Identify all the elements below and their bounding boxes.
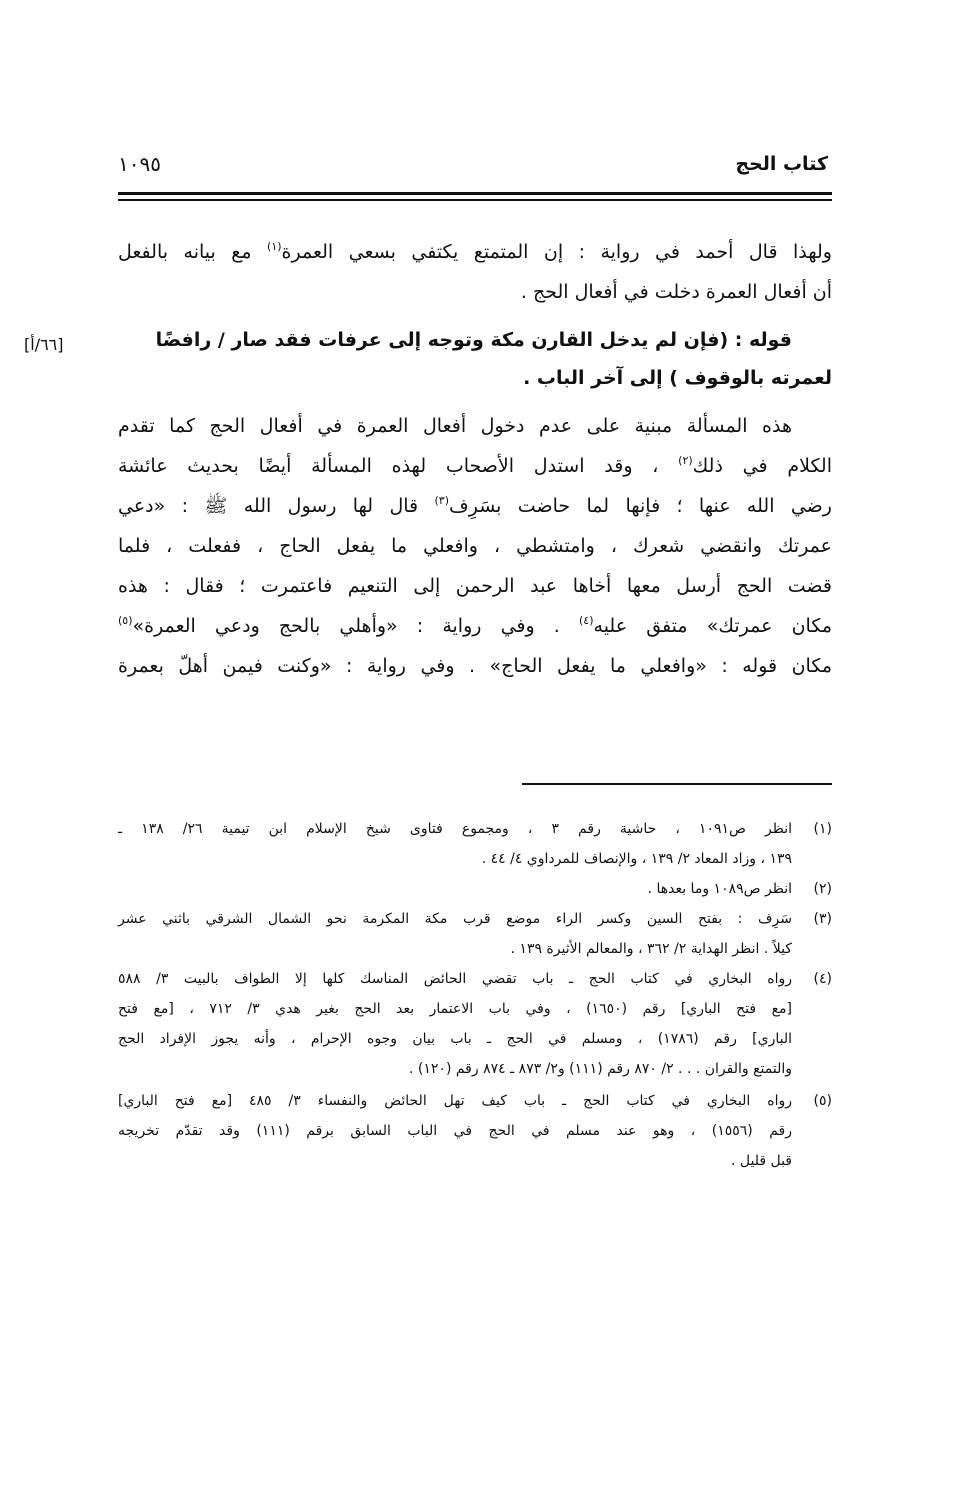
- footnote-number: (٥): [813, 1093, 832, 1109]
- footnote-line: الباري] رقم (١٧٨٦) ، ومسلم في الحج ـ باب بيان وجوه الإحرام ، وأنه يجوز الإفراد الحج: [118, 1031, 792, 1047]
- main-text-line: [118, 278, 832, 306]
- footnote-number: (٣): [813, 911, 832, 927]
- text-segment: مع بيانه بالفعل: [118, 241, 268, 263]
- footnote-line: قبل قليل .: [730, 1153, 792, 1169]
- main-text-line: [155, 326, 832, 354]
- main-text-line: [118, 572, 832, 600]
- text-segment: ، وقد استدل الأصحاب لهذه المسألة أيضًا بحديث عائشة: [118, 455, 679, 477]
- running-title: كتاب الحج: [735, 153, 828, 175]
- text-segment: أن أفعال العمرة دخلت في أفعال الحج .: [520, 281, 832, 303]
- footnote-line: انظر ص١٠٩١ ، حاشية رقم ٣ ، ومجموع فتاوى شيخ الإسلام ابن تيمية ٢٦/ ١٣٨ ـ: [118, 821, 792, 837]
- text-segment: . وفي رواية : «وأهلي بالحج ودعي العمرة»: [132, 615, 579, 637]
- text-segment: قضت الحج أرسل معها أخاها عبد الرحمن إلى التنعيم فاعتمرت ؛ فقال : هذه: [118, 575, 832, 597]
- main-text-line: [118, 452, 832, 480]
- text-segment: عمرتك وانقضي شعرك ، وامتشطي ، وافعلي ما يفعل الحاج ، ففعلت ، فلما: [118, 535, 832, 557]
- footnote-number: (٤): [813, 971, 832, 987]
- main-text-line: [118, 364, 832, 392]
- text-segment: قوله : (فإن لم يدخل القارن مكة وتوجه إلى عرفات فقد صار / رافضًا: [155, 329, 792, 351]
- footnote-line: انظر ص١٠٨٩ وما بعدها .: [647, 881, 792, 897]
- text-segment: الكلام في ذلك: [692, 455, 833, 477]
- footnote-separator: [522, 783, 832, 785]
- footnote-reference[interactable]: (٢): [678, 454, 693, 467]
- text-segment: ولهذا قال أحمد في رواية : إن المتمتع يكتفي بسعي العمرة: [281, 241, 832, 263]
- text-segment: رضي الله عنها ؛ فإنها لما حاضت بسَرِف: [449, 495, 832, 517]
- main-text-line: [118, 492, 832, 520]
- text-segment: مكان عمرتك» متفق عليه: [593, 615, 832, 637]
- footnote-number: (١): [813, 821, 832, 837]
- header-rule-thick: [118, 192, 832, 195]
- text-segment: قال لها رسول الله ﷺ : «دعي: [118, 495, 435, 517]
- header-rule-thin: [118, 199, 832, 201]
- footnote-line: رقم (١٥٥٦) ، وهو عند مسلم في الحج في الباب السابق برقم (١١١) وقد تقدّم تخريجه: [118, 1123, 792, 1139]
- main-text-line: [118, 532, 832, 560]
- page-number: ١٠٩٥: [118, 152, 161, 176]
- footnote-reference[interactable]: (٤): [579, 614, 594, 627]
- main-text-line: [118, 612, 832, 640]
- footnote-reference[interactable]: (٣): [434, 494, 450, 507]
- footnote-reference[interactable]: (٥): [118, 614, 133, 627]
- text-segment: مكان قوله : «وافعلي ما يفعل الحاج» . وفي رواية : «وكنت فيمن أهلّ بعمرة: [118, 655, 832, 677]
- main-text-line: [118, 412, 832, 440]
- footnote-reference[interactable]: (١): [267, 240, 282, 253]
- main-text-line: [118, 238, 832, 266]
- manuscript-folio-note: [٦٦/أ]: [24, 335, 64, 354]
- main-text-line: [118, 652, 832, 680]
- text-segment: هذه المسألة مبنية على عدم دخول أفعال العمرة في أفعال الحج كما تقدم: [118, 415, 792, 437]
- footnote-line: كيلاً . انظر الهداية ٢/ ٣٦٢ ، والمعالم الأثيرة ١٣٩ .: [510, 941, 792, 957]
- text-segment: لعمرته بالوقوف ) إلى آخر الباب .: [523, 367, 832, 389]
- footnote-line: ١٣٩ ، وزاد المعاد ٢/ ١٣٩ ، والإنصاف للمرداوي ٤/ ٤٤ .: [481, 851, 792, 867]
- footnote-line: [مع فتح الباري] رقم (١٦٥٠) ، وفي باب الاعتمار بعد الحج بغير هدي ٣/ ٧١٢ ، [مع فتح: [118, 1001, 792, 1017]
- footnote-line: رواه البخاري في كتاب الحج ـ باب كيف تهل الحائض والنفساء ٣/ ٤٨٥ [مع فتح الباري]: [118, 1093, 792, 1109]
- footnote-line: رواه البخاري في كتاب الحج ـ باب تقضي الحائض المناسك كلها إلا الطواف بالبيت ٣/ ٥٨٨: [118, 971, 792, 987]
- footnote-number: (٢): [813, 881, 832, 897]
- footnote-line: والتمتع والقران . . . ٢/ ٨٧٠ رقم (١١١) و٢/ ٨٧٣ ـ ٨٧٤ رقم (١٢٠) .: [409, 1061, 792, 1077]
- footnote-line: سَرِف : بفتح السين وكسر الراء موضع قرب مكة المكرمة نحو الشمال الشرقي باثني عشر: [118, 911, 792, 927]
